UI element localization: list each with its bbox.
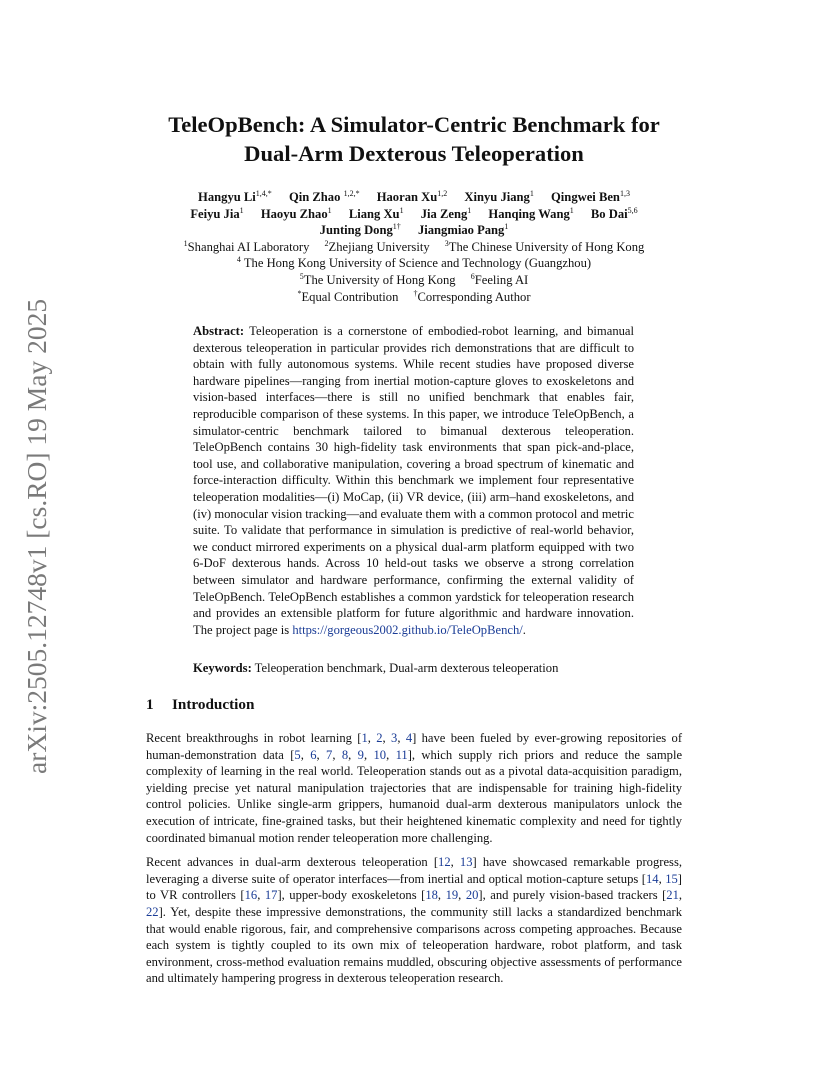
section-title: Introduction <box>172 696 255 713</box>
paper-title-line-2: Dual-Arm Dexterous Teleoperation <box>244 141 584 166</box>
citation-link[interactable]: 8 <box>341 747 349 762</box>
equal-contribution-note: *Equal Contribution <box>297 288 399 304</box>
keywords-label: Keywords: <box>193 661 252 675</box>
affiliation: $^4$ The Hong Kong University of Science and Technology (Guangzhou) <box>236 255 592 271</box>
author: Hangyu $Li^{1,4,*}$ <box>198 189 272 204</box>
affiliation: $^3$The Chinese University of Hong Kong <box>444 238 645 254</box>
author: Qingwei Ben$^{1,3}$ <box>551 189 630 204</box>
author: Haoran Xu$^{1,2}$ <box>376 189 448 204</box>
corresponding-author-note: †Corresponding Author <box>413 288 531 304</box>
citation-link[interactable]: 3 <box>391 731 398 745</box>
abstract <box>193 323 634 638</box>
project-page-link[interactable]: https://gorgeous2002.github.io/TeleOpBench/ <box>292 622 523 637</box>
citation-link[interactable]: 13 <box>459 855 473 870</box>
affiliation: $^5$The University of Hong Kong <box>299 271 456 287</box>
citation-link[interactable]: 6 <box>310 747 317 762</box>
citation-link[interactable]: 20 <box>465 888 479 903</box>
citation-link[interactable]: 7 <box>326 747 333 762</box>
citation-link[interactable]: 17 <box>264 888 278 903</box>
citation-link[interactable]: 19 <box>445 888 459 903</box>
citation-link[interactable]: 16 <box>244 888 258 903</box>
author: Bo Dai$^{5,6}$ <box>590 205 638 221</box>
citation-link[interactable]: 21 <box>666 888 679 903</box>
keywords-text: Teleoperation benchmark, Dual-arm dexterous teleoperation <box>251 661 559 675</box>
author-row-1 <box>110 189 718 206</box>
keywords <box>193 660 634 677</box>
abstract-label: Abstract: <box>193 324 245 338</box>
abstract-paragraph: Abstract: Teleoperation is a cornerstone of embodied-robot learning, and bimanual dexterous teleoperation in particular provides rich demonstrations that are difficult to obtain with fully autonomous systems. While recent studies have proposed diverse hardware pipelines—ranging from inertial motion-capture gloves to exoskeletons and vision-based interfaces—there is still no unified benchmark that enables fair, reproducible comparison of these systems. In this paper, we introduce TeleOpBench, a simulator-centric benchmark tailored to bimanual dexterous teleoperation. TeleOpBench contains 30 high-fidelity task environments that span pick-and-place, tool use, and collaborative manipulation, covering a broad spectrum of kinematic and force-interaction difficulty. Within this benchmark we implement four representative teleoperation modalities—(i) MoCap, (ii) VR device, (iii) arm–hand exoskeletons, and (iv) monocular vision tracking—and evaluate them with a common protocol and metric suite. To validate that performance in simulation is predictive of real-world behavior, we conduct mirrored experiments on a physical dual-arm platform equipped with two 6-DoF dexterous hands. Across 10 held-out tasks we observe a strong correlation between simulator and hardware performance, confirming the external validity of TeleOpBench. TeleOpBench establishes a common yardstick for teleoperation research and provides an extensible platform for future algorithmic and hardware innovation. The project page is https://gorgeous2002.github.io/TeleOpBench/. <box>193 324 635 637</box>
citation-link[interactable]: 15 <box>665 871 678 886</box>
citation-link[interactable]: 11 <box>395 747 408 762</box>
author: Liang Xu$^1$ <box>348 205 404 221</box>
arxiv-stamp-text: arXiv:2505.12748v1 [cs.RO] 19 May 2025 <box>21 298 52 774</box>
author: Feiyu Jia$^1$ <box>190 205 244 221</box>
author: Qin Zhao $^{1,2,*}$ <box>288 189 360 204</box>
paper-title-line-1: TeleOpBench: A Simulator-Centric Benchmark for <box>168 112 660 137</box>
citation-link[interactable]: 2 <box>376 731 383 745</box>
abstract-text: Teleoperation is a cornerstone of embodied-robot learning, and bimanual dexterous teleoperation in particular provides rich demonstrations that are difficult to obtain with fully autonomous systems. While recent studies have proposed diverse hardware pipelines—ranging from inertial motion-capture gloves to exoskeletons and vision-based interfaces—there is still no unified benchmark that enables fair, reproducible comparison of these systems. In this paper, we introduce TeleOpBench, a simulator-centric benchmark tailored to bimanual dexterous teleoperation. TeleOpBench contains 30 high-fidelity task environments that span pick-and-place, tool use, and collaborative manipulation, covering a broad spectrum of kinematic and force-interaction difficulty. Within this benchmark we implement four representative teleoperation modalities—(i) MoCap, (ii) VR device, (iii) arm–hand exoskeletons, and (iv) monocular vision tracking—and evaluate them with a common protocol and metric suite. To validate that performance in simulation is predictive of real-world behavior, we conduct mirrored experiments on a physical dual-arm platform equipped with two 6-DoF dexterous hands. Across 10 held-out tasks we observe a strong correlation between simulator and hardware performance, confirming the external validity of TeleOpBench. TeleOpBench establishes a common yardstick for teleoperation research and provides an extensible platform for future algorithmic and hardware innovation. The project page is <box>193 324 635 637</box>
author: Xinyu Jiang$^1$ <box>464 189 534 204</box>
affiliation: $^1$Shanghai AI Laboratory <box>183 238 310 254</box>
affiliation: $^2$Zhejiang University <box>324 238 430 254</box>
citation-link[interactable]: 4 <box>405 731 413 745</box>
citation-link[interactable]: 18 <box>425 888 438 903</box>
author: Jia Zeng$^1$ <box>420 205 472 221</box>
introduction-body <box>146 730 682 995</box>
affiliation-row-1 <box>110 239 718 256</box>
citation-link[interactable]: 14 <box>645 871 659 886</box>
intro-paragraph-2: Recent advances in dual-arm dexterous teleoperation [12, 13] have showcased remarkable progress, leveraging a diverse suite of operator interfaces—from inertial and optical motion-capture setups [14, 15] to VR controllers [16, 17], upper-body exoskeletons [18, 19, 20], and purely vision-based trackers [21, 22]. Yet, despite these impressive demonstrations, the community still lacks a standardized benchmark that would enable rigorous, fair, and comprehensive comparisons across competing approaches. Because each system is tightly coupled to its own mix of teleoperation hardware, robot platform, and task environment, cross-method evaluation remains muddled, obscuring objective assessments of performance and ultimately hampering progress in dexterous teleoperation research. <box>146 855 683 986</box>
section-heading-introduction <box>146 696 254 714</box>
affiliation-row-3 <box>110 272 718 289</box>
arxiv-identifier-stamp <box>20 296 54 774</box>
author: Junting Dong$^{1\dagger}$ <box>319 222 401 238</box>
citation-link[interactable]: 5 <box>294 747 301 762</box>
author: Hanqing Wang$^1$ <box>488 205 574 221</box>
citation-link[interactable]: 1 <box>361 731 368 745</box>
citation-link[interactable]: 12 <box>438 855 451 870</box>
contribution-notes <box>110 289 718 306</box>
author: Jiangmiao Pang$^1$ <box>417 222 509 238</box>
affiliation: $^6$Feeling AI <box>470 271 529 287</box>
author: Haoyu Zhao$^1$ <box>260 205 332 221</box>
citation-link[interactable]: 9 <box>357 747 364 762</box>
affiliation-row-2 <box>110 255 718 272</box>
intro-paragraph-1: Recent breakthroughs in robot learning [1, 2, 3, 4] have been fueled by ever-growing repositories of human-demonstration data [5, 6, 7, 8, 9, 10, 11], which supply rich priors and reduce the sample complexity of learning in the real world. Teleoperation stands out as a pivotal data-acquisition paradigm, yielding precise yet natural manipulation trajectories that are indispensable for training high-fidelity control policies. Unlike single-arm grippers, humanoid dual-arm dexterous manipulators unlock the execution of intricate, fine-grained tasks, but their heightened kinematic complexity and need for tightly coordinated bimanual motion render teleoperation more challenging. <box>146 731 683 845</box>
citation-link[interactable]: 10 <box>373 747 387 762</box>
author-block <box>110 189 718 305</box>
paper-title <box>110 110 718 168</box>
author-row-2 <box>110 206 718 223</box>
section-number: 1 <box>146 696 154 713</box>
author-row-3 <box>110 222 718 239</box>
citation-link[interactable]: 22 <box>146 904 159 919</box>
